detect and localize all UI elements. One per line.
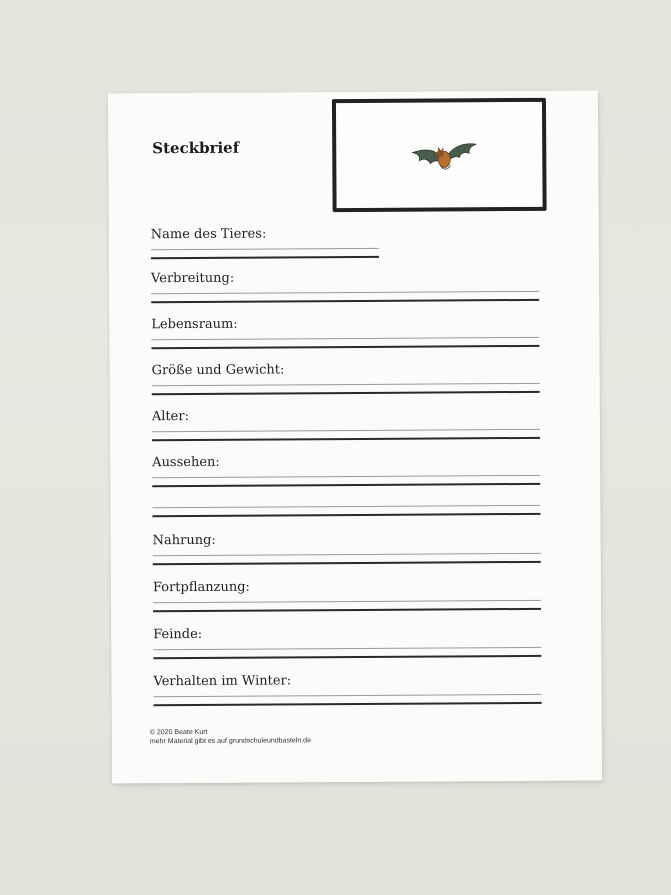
worksheet-paper bbox=[108, 91, 602, 784]
writing-line[interactable] bbox=[154, 694, 542, 697]
writing-line[interactable] bbox=[152, 513, 540, 517]
field-feinde bbox=[153, 624, 541, 659]
writing-line[interactable] bbox=[153, 608, 541, 612]
field-label-fortpflanzung: Fortpflanzung: bbox=[152, 579, 250, 596]
field-name bbox=[151, 225, 379, 259]
picture-frame bbox=[332, 98, 547, 212]
writing-line[interactable] bbox=[153, 553, 541, 556]
writing-line[interactable] bbox=[152, 483, 540, 487]
writing-line[interactable] bbox=[152, 475, 540, 478]
copyright-text: © 2020 Beate Kurt bbox=[149, 728, 208, 737]
writing-line[interactable] bbox=[151, 248, 379, 250]
writing-line[interactable] bbox=[152, 505, 540, 508]
field-label-name: Name des Tieres: bbox=[150, 226, 267, 243]
field-verbreitung bbox=[151, 268, 539, 303]
field-fortpflanzung bbox=[153, 577, 541, 612]
field-label-groesse-gewicht: Größe und Gewicht: bbox=[151, 362, 285, 379]
writing-line[interactable] bbox=[152, 391, 540, 395]
field-lebensraum bbox=[151, 314, 539, 349]
more-material-text: mehr Material gibt es auf grundschuleundbasteln.de bbox=[149, 737, 311, 746]
worksheet-title: Steckbrief bbox=[152, 138, 240, 158]
field-nahrung bbox=[153, 530, 541, 565]
field-aussehen bbox=[152, 452, 540, 517]
field-label-nahrung: Nahrung: bbox=[152, 532, 216, 549]
bat-icon bbox=[410, 138, 478, 174]
writing-line[interactable] bbox=[151, 291, 539, 294]
writing-line[interactable] bbox=[151, 256, 379, 259]
field-label-aussehen: Aussehen: bbox=[152, 454, 220, 471]
field-groesse-gewicht bbox=[152, 360, 540, 395]
writing-line[interactable] bbox=[152, 383, 540, 386]
writing-line[interactable] bbox=[154, 702, 542, 706]
writing-line[interactable] bbox=[153, 655, 541, 659]
field-verhalten-winter bbox=[153, 671, 541, 706]
writing-line[interactable] bbox=[151, 299, 539, 303]
writing-line[interactable] bbox=[152, 429, 540, 432]
writing-line[interactable] bbox=[153, 647, 541, 650]
field-label-verhalten-winter: Verhalten im Winter: bbox=[153, 673, 292, 690]
field-label-lebensraum: Lebensraum: bbox=[151, 316, 238, 333]
writing-line[interactable] bbox=[151, 345, 539, 349]
field-alter bbox=[152, 406, 540, 441]
writing-line[interactable] bbox=[151, 337, 539, 340]
field-label-verbreitung: Verbreitung: bbox=[150, 270, 235, 287]
footer bbox=[150, 727, 311, 746]
writing-line[interactable] bbox=[152, 437, 540, 441]
field-label-feinde: Feinde: bbox=[153, 626, 203, 643]
writing-line[interactable] bbox=[153, 600, 541, 603]
field-label-alter: Alter: bbox=[151, 409, 189, 425]
writing-line[interactable] bbox=[153, 561, 541, 565]
